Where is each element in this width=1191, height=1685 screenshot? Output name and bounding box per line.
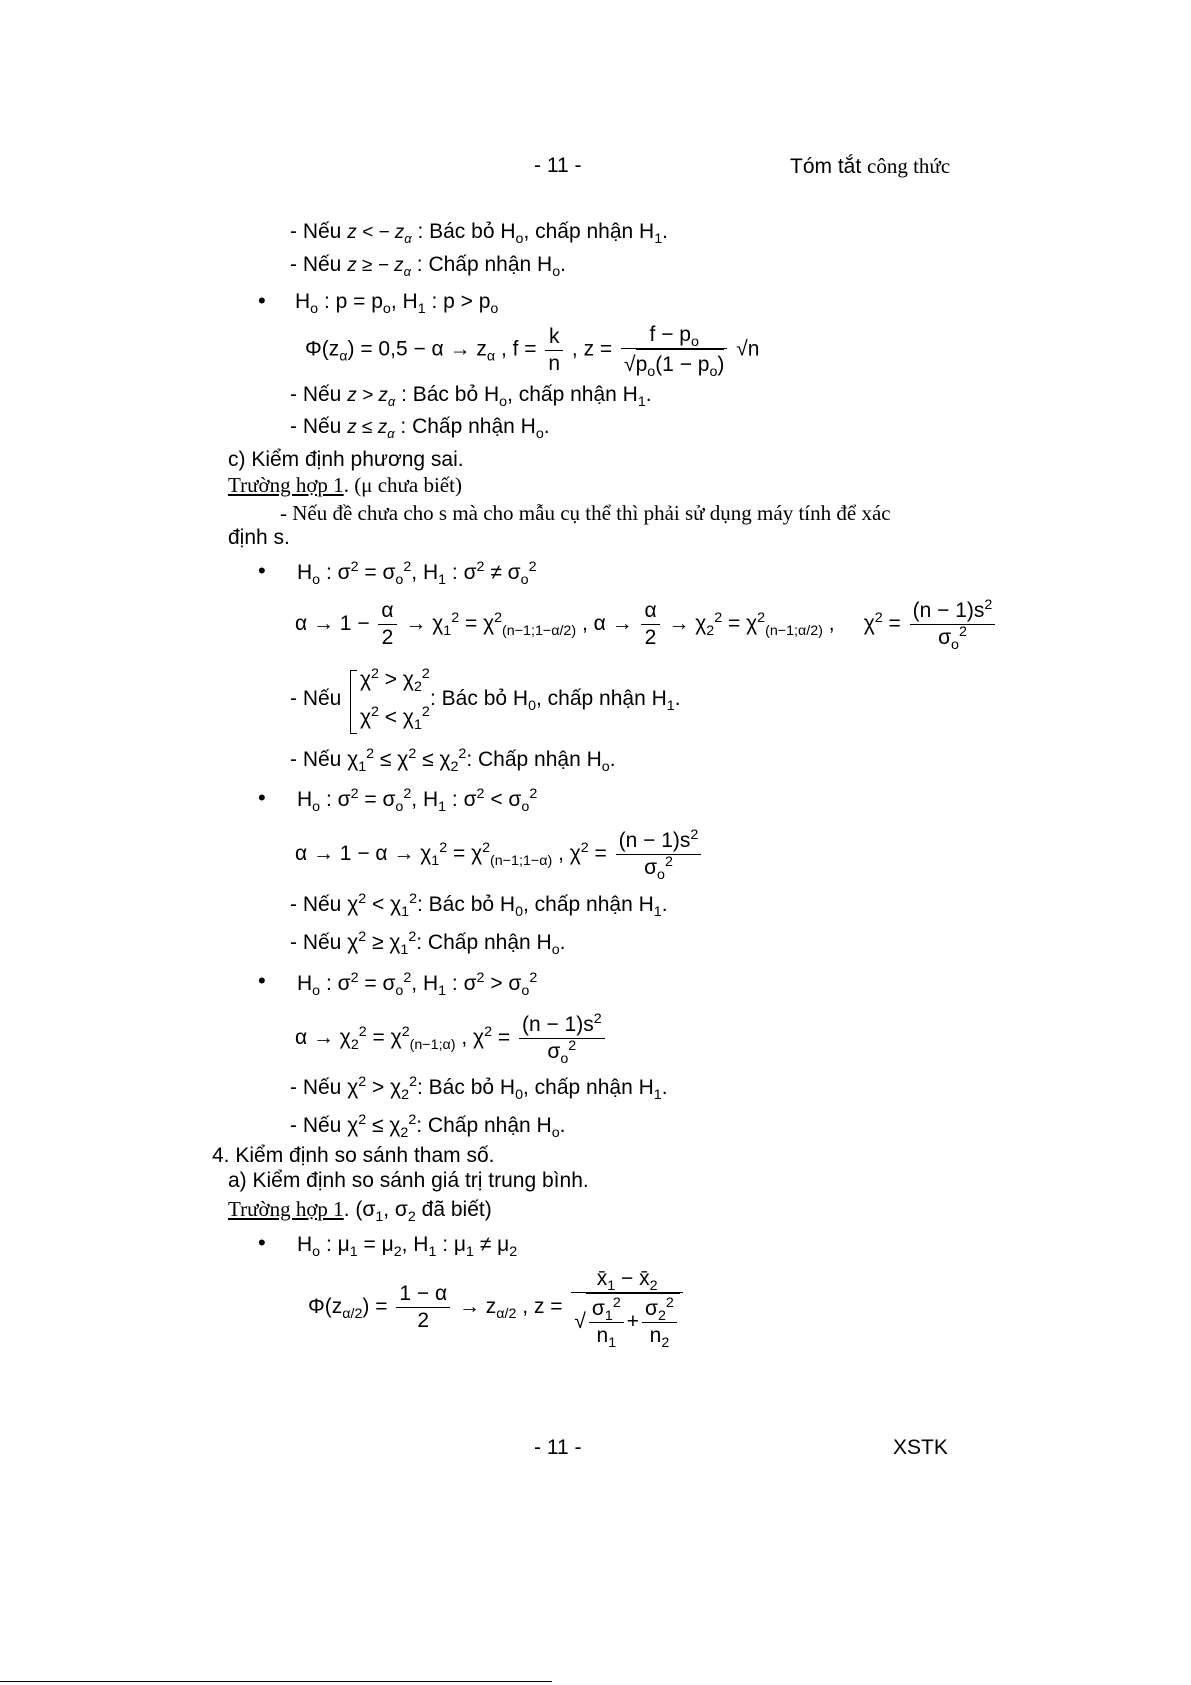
cond-chi-greater: $\chi^2 > \chi_2^2$ xyxy=(360,666,430,696)
hypothesis-p: $H_o$ : $p = p_o$, $H_1$ : $p > p_o$ xyxy=(295,290,499,318)
cond-chi-less: $\chi^2 < \chi_1^2$ xyxy=(360,704,430,734)
line-accept-chi-le: - Nếu $\chi^2 \le \chi_2^2$: Chấp nhận $H_o$. xyxy=(290,1112,566,1142)
formula-z-p: $\Phi(z_\alpha) = 0,5 - \alpha \to z_\alpha$ , f = $\frac{k}{n}$ , z = $\frac{f - p_o}{√p_o(1 - p_o)}$ √n xyxy=(305,323,760,381)
header-page-number: - 11 - xyxy=(534,154,582,177)
section-c-heading: c) Kiểm định phương sai. xyxy=(228,448,464,471)
formula-z-two-means: $\Phi(z_{\alpha/2})$ = $\frac{1 - \alpha}{2}$ → $z_{\alpha/2}$ , z = $x̄_1$ − $x̄_2$ √ $\frac{\sigma_1^2}{n_1}$ + $\frac{\sigma_2^2}{n_2}$ xyxy=(308,1266,686,1349)
bracket xyxy=(350,670,357,734)
bullet: • xyxy=(258,968,266,993)
footer-page-number: - 11 - xyxy=(534,1436,582,1459)
line-accept-chi-between: - Nếu $\chi_1^2 \le \chi^2 \le \chi_2^2$: Chấp nhận $H_o$. xyxy=(290,746,616,776)
bottom-rule xyxy=(0,1681,552,1682)
hypothesis-var-neq: $H_o$ : $\sigma^2 = \sigma_o^2$, $H_1$ : $\sigma^2 \ne \sigma_o^2$ xyxy=(297,559,537,589)
section-4a-heading: a) Kiểm định so sánh giá trị trung bình. xyxy=(228,1169,589,1192)
line-accept-chi-ge: - Nếu $\chi^2 \ge \chi_1^2$: Chấp nhận $H_o$. xyxy=(290,929,566,959)
line-reject-bracket: : Bác bỏ $H_0$, chấp nhận $H_1$. xyxy=(430,687,681,715)
line-accept-z-le: - Nếu $z \le z_\alpha$ : Chấp nhận $H_o$. xyxy=(290,415,550,443)
line-if-label: - Nếu xyxy=(290,687,342,710)
formula-chi-left: $\alpha \to 1 - \alpha \to \chi_1^2 = \chi^2_{(n-1;1-\alpha)}$ , $\chi^2$ = $\frac{(n - 1)s^2}{\sigma_o^2}$ xyxy=(295,828,704,881)
bullet: • xyxy=(258,288,266,313)
note-line2: định s. xyxy=(228,526,290,549)
footer-label: XSTK xyxy=(893,1436,948,1459)
bullet: • xyxy=(258,785,266,810)
case1-heading: Trường hợp 1. (μ chưa biết) xyxy=(228,473,462,497)
line-reject-z-less: - Nếu z < − $z_\alpha$ : Bác bỏ $H_o$, chấp nhận $H_1$. xyxy=(290,220,668,248)
case1b-heading: Trường hợp 1. ($\sigma_1$, $\sigma_2$ đã biết) xyxy=(228,1197,492,1226)
header-running-title: Tóm tắt công thức xyxy=(790,154,951,178)
line-accept-z-ge: - Nếu z ≥ − $z_\alpha$ : Chấp nhận $H_o$. xyxy=(290,253,566,281)
hypothesis-var-greater: $H_o$ : $\sigma^2 = \sigma_o^2$, $H_1$ : $\sigma^2 > \sigma_o^2$ xyxy=(297,970,538,1000)
note-line1: - Nếu đề chưa cho s mà cho mẫu cụ thể thì phải sử dụng máy tính để xác xyxy=(280,501,891,525)
hypothesis-var-less: $H_o$ : $\sigma^2 = \sigma_o^2$, $H_1$ : $\sigma^2 < \sigma_o^2$ xyxy=(297,786,538,816)
bullet: • xyxy=(258,558,266,583)
hypothesis-mean-neq: $H_o$ : $\mu_1 = \mu_2$, $H_1$ : $\mu_1 \ne \mu_2$ xyxy=(297,1233,518,1261)
line-reject-chi-less: - Nếu $\chi^2 < \chi_1^2$: Bác bỏ $H_0$, chấp nhận $H_1$. xyxy=(290,891,668,921)
line-reject-chi-greater: - Nếu $\chi^2 > \chi_2^2$: Bác bỏ $H_0$, chấp nhận $H_1$. xyxy=(290,1074,668,1104)
formula-chi-right: $\alpha \to \chi_2^2 = \chi^2_{(n-1;\alpha)}$ , $\chi^2$ = $\frac{(n - 1)s^2}{\sigma_o^2}$ xyxy=(295,1012,608,1065)
formula-chi-two-sided: α → 1 − $\frac{\alpha}{2}$ → $\chi_1^2 = \chi^2_{(n-1;1-\alpha/2)}$ , α → $\frac{\alpha}{2}$ → $\chi_2^2 = \chi^2_{(n-1;\alpha/2)}$ , $\chi^2$ = $\frac{(n - 1)s^2}{\sigma_o^2}$ xyxy=(295,598,998,651)
bullet: • xyxy=(258,1230,266,1255)
section-4-heading: 4. Kiểm định so sánh tham số. xyxy=(212,1144,495,1167)
line-reject-z-greater: - Nếu $z > z_\alpha$ : Bác bỏ $H_o$, chấp nhận $H_1$. xyxy=(290,383,652,411)
